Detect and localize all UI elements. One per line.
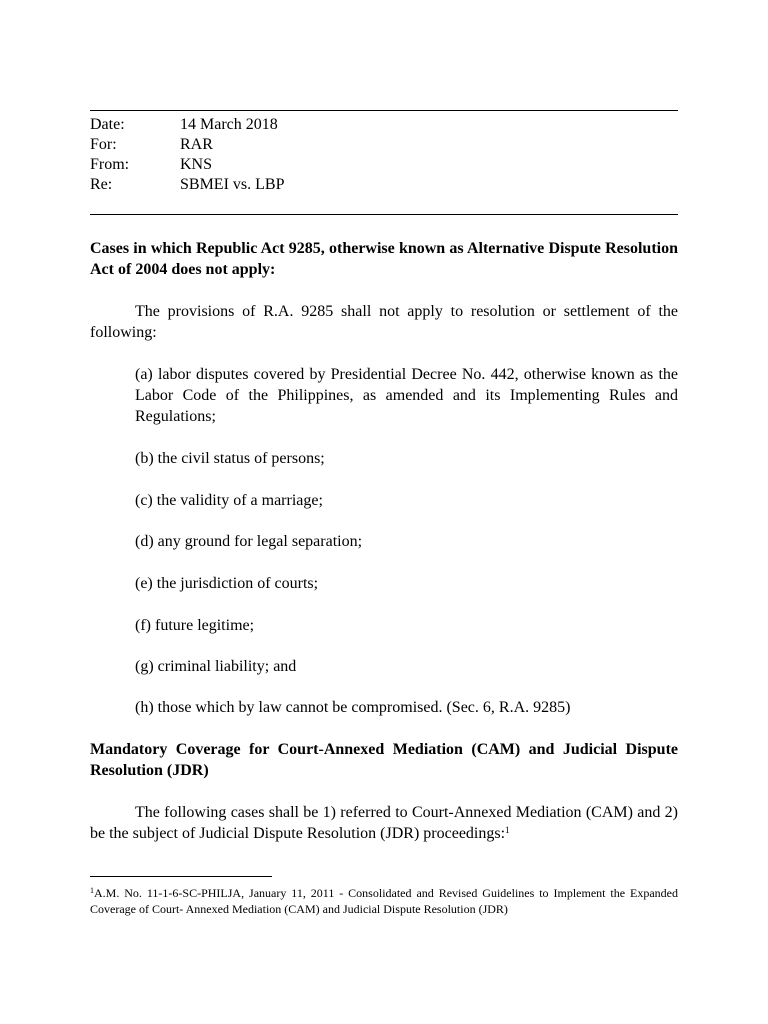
list-item-d: (d) any ground for legal separation; [135, 533, 363, 550]
header-bottom-rule [90, 214, 678, 215]
memo-label-date: Date: [90, 116, 125, 133]
section2-intro-paragraph [90, 802, 678, 844]
memo-header [90, 115, 678, 195]
list-item-e: (e) the jurisdiction of courts; [135, 575, 319, 592]
list-item-h: (h) those which by law cannot be compromised. (Sec. 6, R.A. 9285) [135, 699, 571, 716]
memo-label-re: Re: [90, 176, 113, 193]
memo-row-for [90, 135, 678, 155]
list-item-g: (g) criminal liability; and [135, 658, 297, 675]
memo-value-from: KNS [180, 156, 213, 173]
memo-label-for: For: [90, 136, 117, 153]
footnote [90, 885, 678, 917]
footnote-text: A.M. No. 11-1-6-SC-PHILJA, January 11, 2011 - Consolidated and Revised Guidelines to Implement the Expanded Coverage of Court- Annexed Mediation (CAM) and Judicial Dispute Resolution (JDR) [90, 886, 678, 916]
section2-intro-text: The following cases shall be 1) referred to Court-Annexed Mediation (CAM) and 2) be the subject of Judicial Dispute Resolution (JDR) proceedings: [90, 804, 678, 842]
memo-row-from [90, 155, 678, 175]
section-heading-cam-jdr: Mandatory Coverage for Court-Annexed Mediation (CAM) and Judicial Dispute Resolution (JDR) [90, 741, 678, 779]
section1-intro-paragraph: The provisions of R.A. 9285 shall not apply to resolution or settlement of the following: [90, 303, 678, 341]
memo-value-re: SBMEI vs. LBP [180, 176, 285, 193]
list-item-b: (b) the civil status of persons; [135, 450, 325, 467]
memo-row-re [90, 175, 678, 195]
memo-value-for: RAR [180, 136, 213, 153]
list-item-c: (c) the validity of a marriage; [135, 492, 323, 509]
list-item-a: (a) labor disputes covered by Presidential Decree No. 442, otherwise known as the Labor Code of the Philippines, as amended and its Implementing Rules and Regulations; [135, 366, 678, 425]
memo-value-date: 14 March 2018 [180, 116, 278, 133]
section-heading-adr-exclusions: Cases in which Republic Act 9285, otherwise known as Alternative Dispute Resolution Act of 2004 does not apply: [90, 240, 678, 278]
footnote-separator [90, 876, 272, 877]
footnote-ref-marker: 1 [505, 825, 510, 835]
memo-label-from: From: [90, 156, 130, 173]
list-item-f: (f) future legitime; [135, 617, 255, 634]
memo-row-date [90, 115, 678, 135]
header-top-rule [90, 110, 678, 111]
footnote-number: 1 [90, 886, 94, 895]
